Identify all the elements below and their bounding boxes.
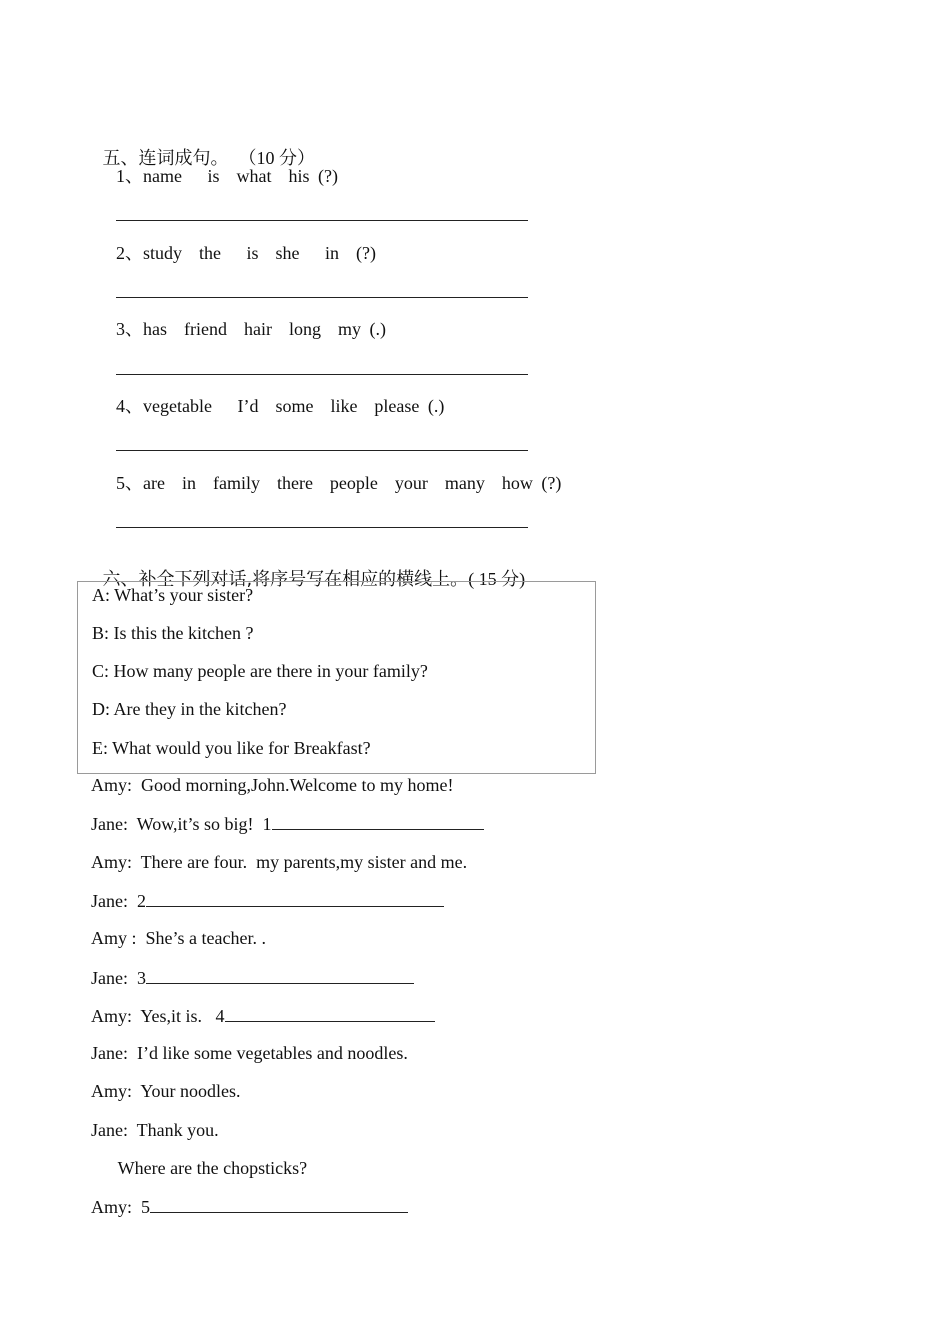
dialogue-text: Jane: I’d like some vegetables and noodles. xyxy=(91,1043,408,1063)
dialogue-text: Jane: Thank you. xyxy=(91,1120,219,1140)
question-4: 4、vegetable I’d some like please (.) xyxy=(116,396,445,416)
option-d: D: Are they in the kitchen? xyxy=(92,699,287,719)
dialogue-line-12 xyxy=(91,1196,408,1218)
dialogue-line-7 xyxy=(91,1005,435,1027)
dialogue-text: Amy: There are four. my parents,my sister and me. xyxy=(91,852,468,872)
dialogue-text: Amy : She’s a teacher. . xyxy=(91,928,266,948)
options-box xyxy=(77,581,596,774)
question-2: 2、study the is she in (?) xyxy=(116,243,376,263)
dialogue-line-5 xyxy=(91,928,266,949)
option-b: B: Is this the kitchen ? xyxy=(92,623,254,643)
dialogue-line-2 xyxy=(91,813,484,835)
dialogue-text: Jane: 2 xyxy=(91,891,146,911)
dialogue-line-10 xyxy=(91,1120,219,1141)
answer-blank-2[interactable] xyxy=(146,890,444,907)
dialogue-line-4 xyxy=(91,890,444,912)
answer-blank-3[interactable] xyxy=(146,967,414,984)
dialogue-line-6 xyxy=(91,967,414,989)
question-5: 5、are in family there people your many how (?) xyxy=(116,473,562,493)
answer-line-4[interactable] xyxy=(116,450,528,451)
dialogue-line-3 xyxy=(91,852,467,873)
dialogue-line-1 xyxy=(91,775,454,796)
section5-score: （10 分） xyxy=(238,148,315,168)
question-3: 3、has friend hair long my (.) xyxy=(116,319,386,339)
question-1: 1、name is what his (?) xyxy=(116,166,338,186)
dialogue-text: Amy: Yes,it is. 4 xyxy=(91,1006,225,1026)
section5-title: 五、连词成句。 xyxy=(102,148,229,169)
answer-blank-4[interactable] xyxy=(225,1005,435,1022)
dialogue-line-9 xyxy=(91,1081,241,1102)
dialogue-line-11 xyxy=(91,1158,307,1179)
answer-line-5[interactable] xyxy=(116,527,528,528)
dialogue-text: Amy: Good morning,John.Welcome to my home! xyxy=(91,775,454,795)
section6-score: ( 15 分) xyxy=(468,569,526,589)
dialogue-line-8 xyxy=(91,1043,408,1064)
dialogue-text: Where are the chopsticks? xyxy=(91,1158,308,1178)
option-a: A: What’s your sister? xyxy=(92,585,254,605)
answer-line-2[interactable] xyxy=(116,297,528,298)
dialogue-text: Amy: Your noodles. xyxy=(91,1081,241,1101)
dialogue-text: Jane: 3 xyxy=(91,968,146,988)
answer-blank-1[interactable] xyxy=(272,813,484,830)
dialogue-text: Amy: 5 xyxy=(91,1197,151,1217)
option-e: E: What would you like for Breakfast? xyxy=(92,738,371,758)
answer-line-1[interactable] xyxy=(116,220,528,221)
option-c: C: How many people are there in your family? xyxy=(92,661,428,681)
answer-blank-5[interactable] xyxy=(150,1196,408,1213)
section6-title: 六、补全下列对话,将序号写在相应的横线上。 xyxy=(102,569,469,590)
answer-line-3[interactable] xyxy=(116,374,528,375)
dialogue-text: Jane: Wow,it’s so big! 1 xyxy=(91,814,272,834)
